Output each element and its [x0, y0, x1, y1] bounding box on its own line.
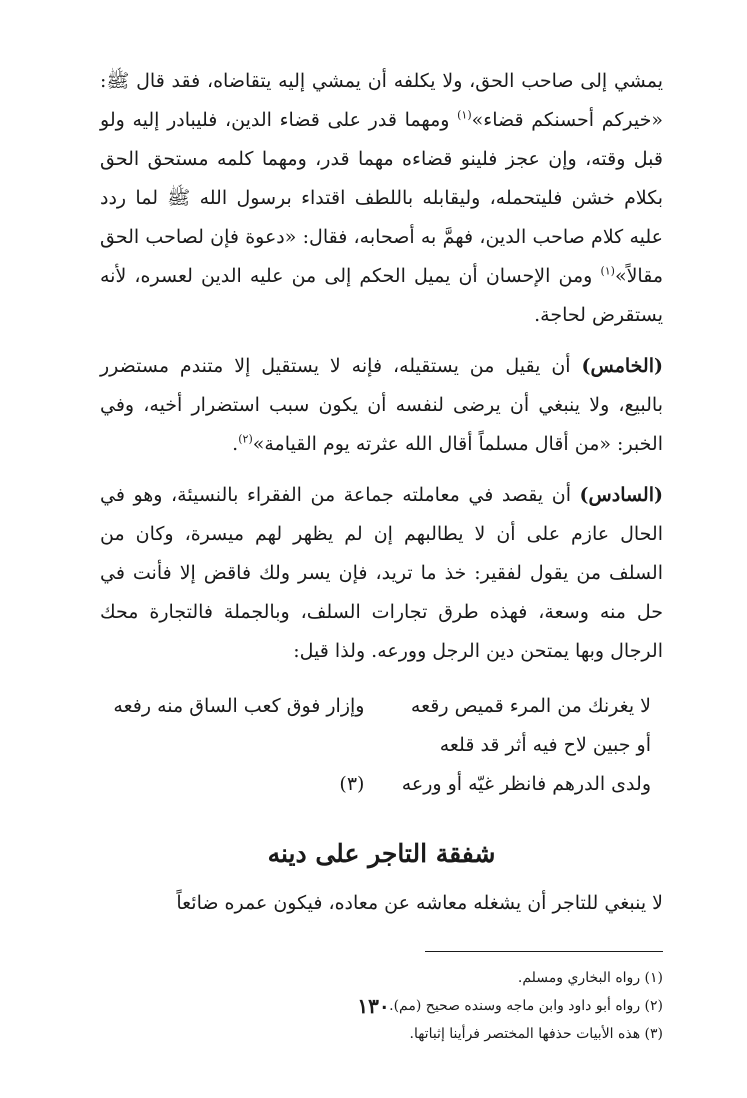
paragraph-fifth — [100, 347, 663, 464]
poem-hemistich: ولدى الدرهم فانظر غيّه أو ورعه — [401, 773, 651, 795]
footnote-ref: (١) — [457, 108, 472, 122]
paragraph-text: أن يقيل من يستقيله، فإنه لا يستقيل إلا متندم مستضرر بالبيع، ولا ينبغي أن يرضى لنفسه أن يكون سبب استضرار أخيه، وفي الخبر: «من أقال مسلماً أقال الله عثرته يوم القيامة» — [100, 355, 663, 455]
section-heading: شفقة التاجر على دينه — [267, 839, 496, 868]
paragraph-text: يمشي إلى صاحب الحق، ولا يكلفه أن يمشي إليه يتقاضاه، فقد قال ﷺ: «خيركم أحسنكم قضاء» — [100, 70, 663, 131]
paragraph-sixth — [100, 476, 663, 671]
paragraph-keyword: (السادس) — [579, 484, 663, 506]
poem-verse — [100, 726, 651, 765]
page-number: ١٣٠ — [357, 994, 390, 1018]
footnote: (٣) هذه الأبيات حذفها المختصر فرأينا إثباتها. — [409, 1026, 663, 1042]
paragraph-text: . — [232, 433, 239, 455]
poem-hemistich: (٣) — [339, 773, 365, 795]
footnote-ref: (١) — [600, 264, 615, 278]
paragraph-keyword: (الخامس) — [581, 355, 663, 377]
poem-hemistich: وإزار فوق كعب الساق منه رفعه — [113, 695, 365, 717]
paragraph-text: ومهما قدر على قضاء الدين، فليبادر إليه ولو قبل وقته، وإن عجز فلينو قضاءه مهما قدر، ومهما كلمه مستحق الحق بكلام خشن فليتحمله، وليقابله باللطف اقتداء برسول الله ﷺ لما ردد عليه كلام صاحب الدين، فهمَّ به أصحابه، فقال: «دعوة فإن لصاحب الحق مقالاً» — [100, 109, 663, 287]
poem-hemistich — [100, 726, 364, 765]
poem-hemistich: لا يغرنك من المرء قميص رقعه — [410, 695, 651, 717]
footnote: (١) رواه البخاري ومسلم. — [517, 970, 663, 986]
paragraph-debt-repayment — [100, 62, 663, 335]
paragraph-text: أن يقصد في معاملته جماعة من الفقراء بالنسيئة، وهو في الحال عازم على أن لا يطالبهم إن لم يظهر لهم ميسرة، وكان من السلف من يقول لفقير: خذ ما تريد، فإن يسر ولك فاقض إلا فأنت في حل منه وسعة، فهذه طرق تجارات السلف، وبالجملة فالتجارة محك الرجال وبها يمتحن دين الرجل وورعه. ولذا قيل: — [100, 484, 663, 662]
footnote-divider — [425, 951, 663, 952]
poem-hemistich: أو جبين لاح فيه أثر قد قلعه — [439, 734, 651, 756]
poem-verse — [100, 765, 651, 804]
footnote-ref: (٢) — [238, 432, 253, 446]
footnote: (٢) رواه أبو داود وابن ماجه وسنده صحيح (مم). — [389, 998, 663, 1014]
poem-verse — [100, 687, 651, 726]
paragraph-text: ومن الإحسان أن يميل الحكم إلى من عليه الدين لعسره، لأنه يستقرض لحاجة. — [100, 265, 663, 326]
poem — [100, 687, 651, 804]
section-intro: لا ينبغي للتاجر أن يشغله معاشه عن معاده، فيكون عمره ضائعاً — [176, 892, 663, 914]
